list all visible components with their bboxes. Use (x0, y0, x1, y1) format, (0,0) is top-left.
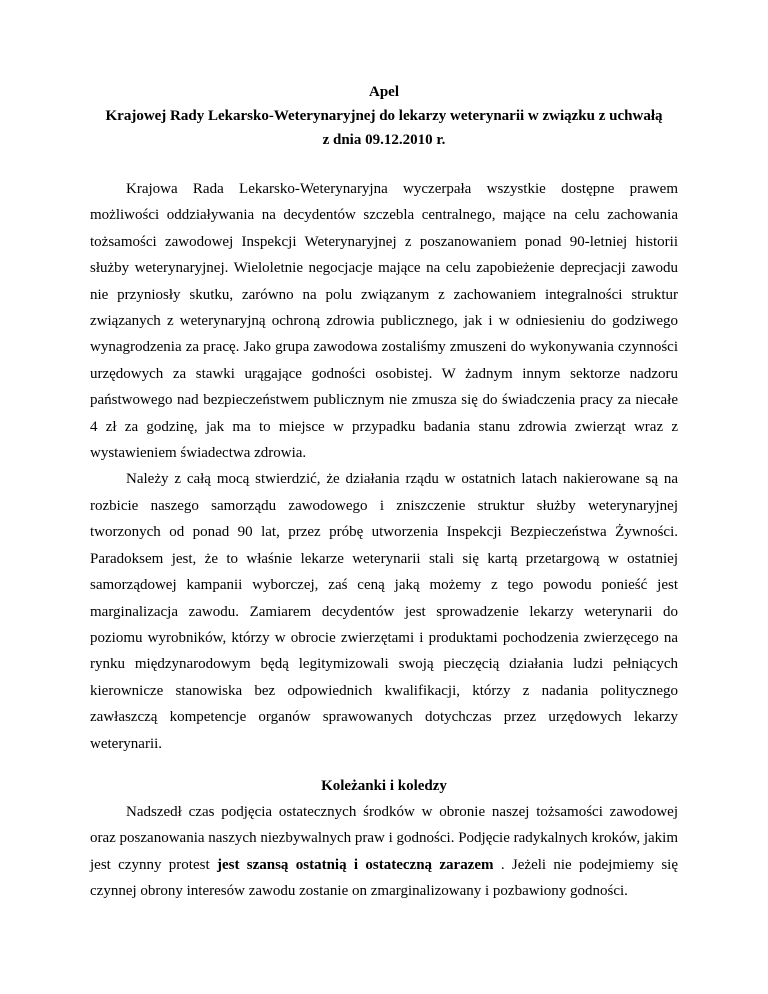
document-page (90, 80, 678, 905)
title-line-1: Apel (369, 84, 399, 100)
paragraph-3-text-end: . Jeżeli nie podejmiemy się czynnej obrony interesów zawodu zostanie on zmarginalizowany i pozbawiony godności. (90, 856, 679, 900)
title-line-3: z dnia 09.12.2010 r. (322, 132, 446, 148)
paragraph-3-bold-text: jest szansą ostatnią i ostateczną zarazem (216, 856, 494, 873)
section-heading: Koleżanki i koledzy (321, 777, 447, 794)
paragraph-3 (90, 799, 678, 905)
paragraph-2: Należy z całą mocą stwierdzić, że działania rządu w ostatnich latach nakierowane są na rozbicie naszego samorządu zawodowego i zniszczenie struktur służby weterynaryjnej tworzonych od ponad 90 lat, przez próbę utworzenia Inspekcji Bezpieczeństwa Żywności. Paradoksem jest, że to właśnie lekarze weterynarii stali się kartą przetargową w ostatniej samorządowej kampanii wyborczej, zaś ceną jaką możemy z tego powodu ponieść jest marginalizacja zawodu. Zamiarem decydentów jest sprowadzenie lekarzy weterynarii do poziomu wyrobników, którzy w obrocie zwierzętami i produktami pochodzenia zwierzęcego na rynku międzynarodowym będą legitymizowali swoją pieczęcią działania ludzi pełniących kierownicze stanowiska bez odpowiednich kwalifikacji, którzy z nadania politycznego zawłaszczą kompetencje organów sprawowanych dotychczas przez urzędowych lekarzy weterynarii. (90, 471, 678, 752)
title-line-2: Krajowej Rady Lekarsko-Weterynaryjnej do lekarzy weterynarii w związku z uchwałą (105, 108, 663, 124)
paragraph-1: Krajowa Rada Lekarsko-Weterynaryjna wyczerpała wszystkie dostępne prawem możliwości oddziaływania na decydentów szczebla centralnego, mające na celu zachowania tożsamości zawodowej Inspekcji Weterynaryjnej z poszanowaniem ponad 90-letniej historii służby weterynaryjnej. Wieloletnie negocjacje mające na celu zapobieżenie deprecjacji zawodu nie przyniosły skutku, zarówno na polu związanym z zachowaniem integralności struktur związanych z weterynaryjną ochroną zdrowia publicznego, jak i w odniesieniu do godziwego wynagrodzenia za pracę. Jako grupa zawodowa zostaliśmy zmuszeni do wykonywania czynności urzędowych za stawki urągające godności osobistej. W żadnym innym sektorze nadzoru państwowego nad bezpieczeństwem publicznym nie zmusza się do świadczenia pracy za niecałe 4 zł za godzinę, jak ma to miejsce w przypadku badania stanu zdrowia zwierząt wraz z wystawieniem świadectwa zdrowia. (90, 181, 678, 462)
document-title (90, 80, 678, 152)
paragraph-3-text-start: Nadszedł czas podjęcia ostatecznych środków w obronie naszej tożsamości zawodowej oraz poszanowania naszych niezbywalnych praw i godności. Podjęcie radykalnych kroków, jakim jest czynny protest (90, 803, 679, 873)
